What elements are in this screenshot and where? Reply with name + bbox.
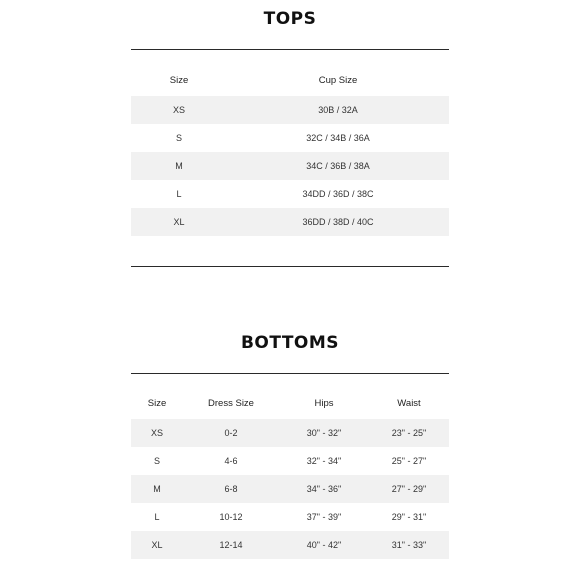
tops-size-table [131,65,449,236]
tops-bottom-rule [131,266,449,267]
bottoms-cell-size: XL [131,531,183,559]
table-row [131,180,449,208]
tops-title: TOPS [263,9,317,29]
tops-cell-size: XL [131,208,227,236]
bottoms-header-dress-size: Dress Size [208,398,254,409]
tops-top-rule [131,49,449,50]
bottoms-cell-size: M [131,475,183,503]
tops-cell-cup-size: 32C / 34B / 36A [306,133,370,143]
tops-cell-cup-size: 34C / 36B / 38A [227,152,449,180]
bottoms-cell-size: S [153,456,160,466]
bottoms-cell-hips: 30" - 32" [279,419,369,447]
bottoms-cell-size: L [154,512,160,522]
bottoms-cell-size: XS [131,419,183,447]
bottoms-cell-waist: 31" - 33" [369,531,449,559]
bottoms-cell-waist: 29" - 31" [391,512,427,522]
tops-cell-size: M [131,152,227,180]
tops-header-size: Size [169,75,189,86]
bottoms-cell-hips: 40" - 42" [279,531,369,559]
bottoms-cell-dress-size: 0-2 [183,419,279,447]
table-row [131,152,449,180]
bottoms-header-row [131,388,449,419]
bottoms-header-size: Size [147,398,167,409]
table-row [131,419,449,447]
bottoms-header-waist: Waist [397,398,421,409]
table-row [131,208,449,236]
bottoms-top-rule [131,373,449,374]
table-row [131,475,449,503]
tops-cell-size: XS [131,96,227,124]
tops-cell-cup-size: 36DD / 38D / 40C [227,208,449,236]
bottoms-cell-waist: 25" - 27" [391,456,427,466]
tops-cell-cup-size: 30B / 32A [227,96,449,124]
bottoms-cell-hips: 37" - 39" [306,512,342,522]
tops-cell-size: L [176,189,182,199]
table-row [131,124,449,152]
bottoms-cell-hips: 32" - 34" [306,456,342,466]
bottoms-cell-waist: 23" - 25" [369,419,449,447]
bottoms-title: BOTTOMS [240,333,340,353]
bottoms-header-hips: Hips [314,398,334,409]
table-row [131,531,449,559]
tops-header-row [131,65,449,96]
table-row [131,447,449,475]
bottoms-size-table [131,388,449,559]
bottoms-cell-dress-size: 4-6 [224,456,238,466]
tops-header-cup-size: Cup Size [318,75,358,86]
bottoms-cell-dress-size: 10-12 [219,512,243,522]
table-row [131,503,449,531]
tops-cell-size: S [175,133,182,143]
bottoms-cell-hips: 34" - 36" [279,475,369,503]
bottoms-cell-dress-size: 12-14 [183,531,279,559]
bottoms-cell-waist: 27" - 29" [369,475,449,503]
bottoms-cell-dress-size: 6-8 [183,475,279,503]
tops-cell-cup-size: 34DD / 36D / 38C [302,189,374,199]
table-row [131,96,449,124]
